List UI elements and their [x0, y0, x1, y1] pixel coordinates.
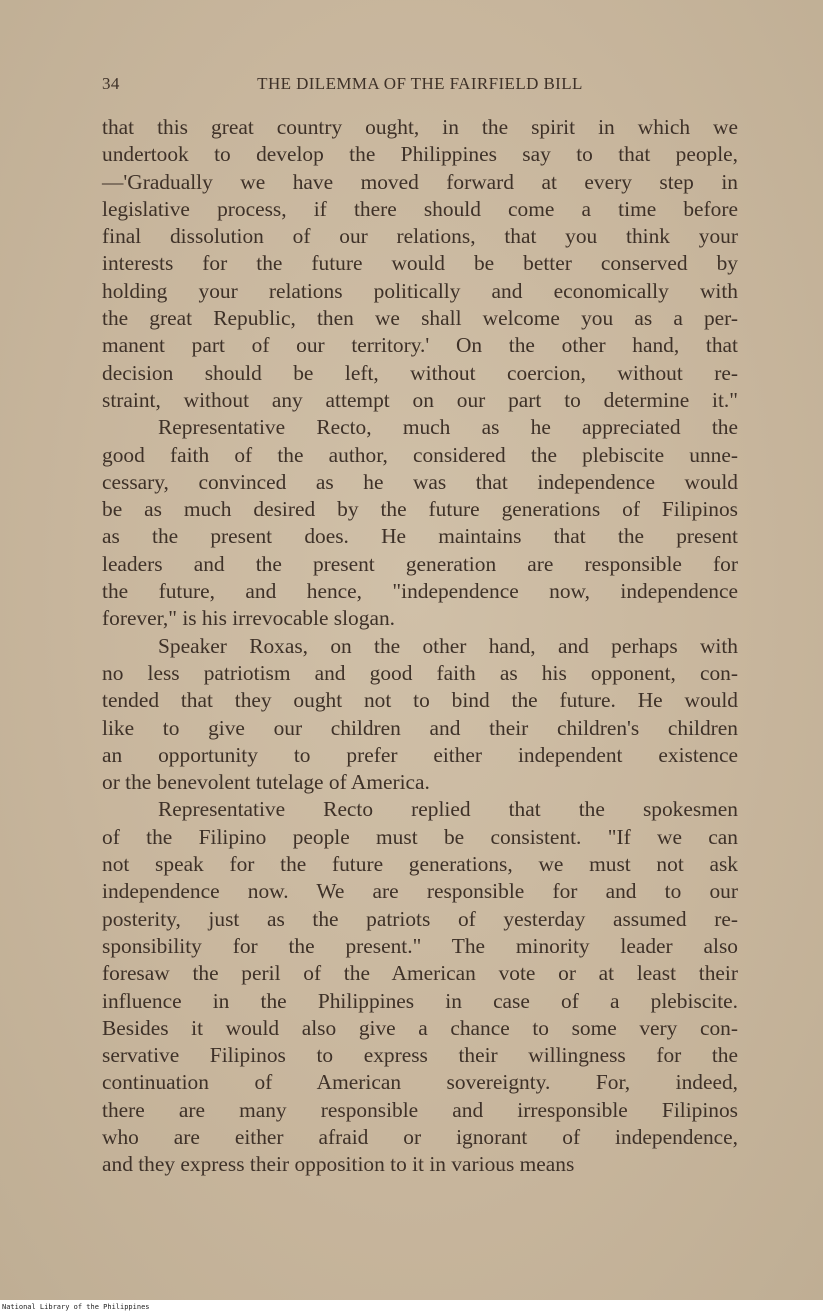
text-line: sponsibility for the present." The minority leader also [102, 933, 738, 958]
text-line: like to give our children and their children's children [102, 715, 738, 740]
page-number: 34 [102, 74, 120, 93]
text-line: or the benevolent tutelage of America. [102, 770, 430, 795]
text-line: leaders and the present generation are responsible for [102, 551, 738, 576]
paragraph [102, 796, 738, 1178]
text-line: the great Republic, then we shall welcome you as a per- [102, 306, 738, 331]
text-line: —'Gradually we have moved forward at every step in [102, 169, 738, 194]
text-line: no less patriotism and good faith as his opponent, con- [102, 660, 738, 685]
text-line: holding your relations politically and economically with [102, 278, 738, 303]
text-line: an opportunity to prefer either independent existence [102, 742, 738, 767]
text-line: there are many responsible and irresponsible Filipinos [102, 1097, 738, 1122]
body-text [102, 114, 738, 1179]
text-line: not speak for the future generations, we must not ask [102, 852, 738, 877]
text-line: who are either afraid or ignorant of independence, [102, 1124, 738, 1149]
text-line: influence in the Philippines in case of a plebiscite. [102, 988, 738, 1013]
paragraph [102, 633, 738, 797]
paragraph [102, 414, 738, 632]
text-line: interests for the future would be better conserved by [102, 251, 738, 276]
paragraph [102, 114, 738, 414]
text-line: forever," is his irrevocable slogan. [102, 606, 395, 631]
running-title: THE DILEMMA OF THE FAIRFIELD BILL [257, 74, 583, 93]
text-line: straint, without any attempt on our part to determine it." [102, 387, 738, 412]
text-line: undertook to develop the Philippines say to that people, [102, 142, 738, 167]
text-line: Besides it would also give a chance to some very con- [102, 1015, 738, 1040]
text-line: continuation of American sovereignty. For, indeed, [102, 1070, 738, 1095]
text-line: independence now. We are responsible for and to our [102, 879, 738, 904]
text-line: manent part of our territory.' On the other hand, that [102, 333, 738, 358]
library-credit: National Library of the Philippines [2, 1303, 150, 1311]
text-line: foresaw the peril of the American vote or at least their [102, 961, 738, 986]
text-line: of the Filipino people must be consistent. "If we can [102, 824, 738, 849]
text-line: legislative process, if there should come a time before [102, 196, 738, 221]
text-line: good faith of the author, considered the plebiscite unne- [102, 442, 738, 467]
text-line: Speaker Roxas, on the other hand, and perhaps with [158, 633, 738, 658]
text-line: servative Filipinos to express their willingness for the [102, 1043, 738, 1068]
text-line: that this great country ought, in the spirit in which we [102, 115, 738, 139]
text-line: be as much desired by the future generations of Filipinos [102, 497, 738, 522]
text-line: posterity, just as the patriots of yesterday assumed re- [102, 906, 738, 931]
text-line: the future, and hence, "independence now, independence [102, 579, 738, 604]
text-line: Representative Recto, much as he appreciated the [158, 415, 738, 440]
text-line: as the present does. He maintains that the present [102, 524, 738, 549]
text-line: tended that they ought not to bind the future. He would [102, 688, 738, 713]
page-header [102, 74, 738, 96]
text-line: and they express their opposition to it in various means [102, 1152, 575, 1177]
text-line: cessary, convinced as he was that independence would [102, 469, 738, 494]
text-line: final dissolution of our relations, that you think your [102, 224, 738, 249]
text-line: decision should be left, without coercion, without re- [102, 360, 738, 385]
text-line: Representative Recto replied that the spokesmen [158, 797, 738, 822]
